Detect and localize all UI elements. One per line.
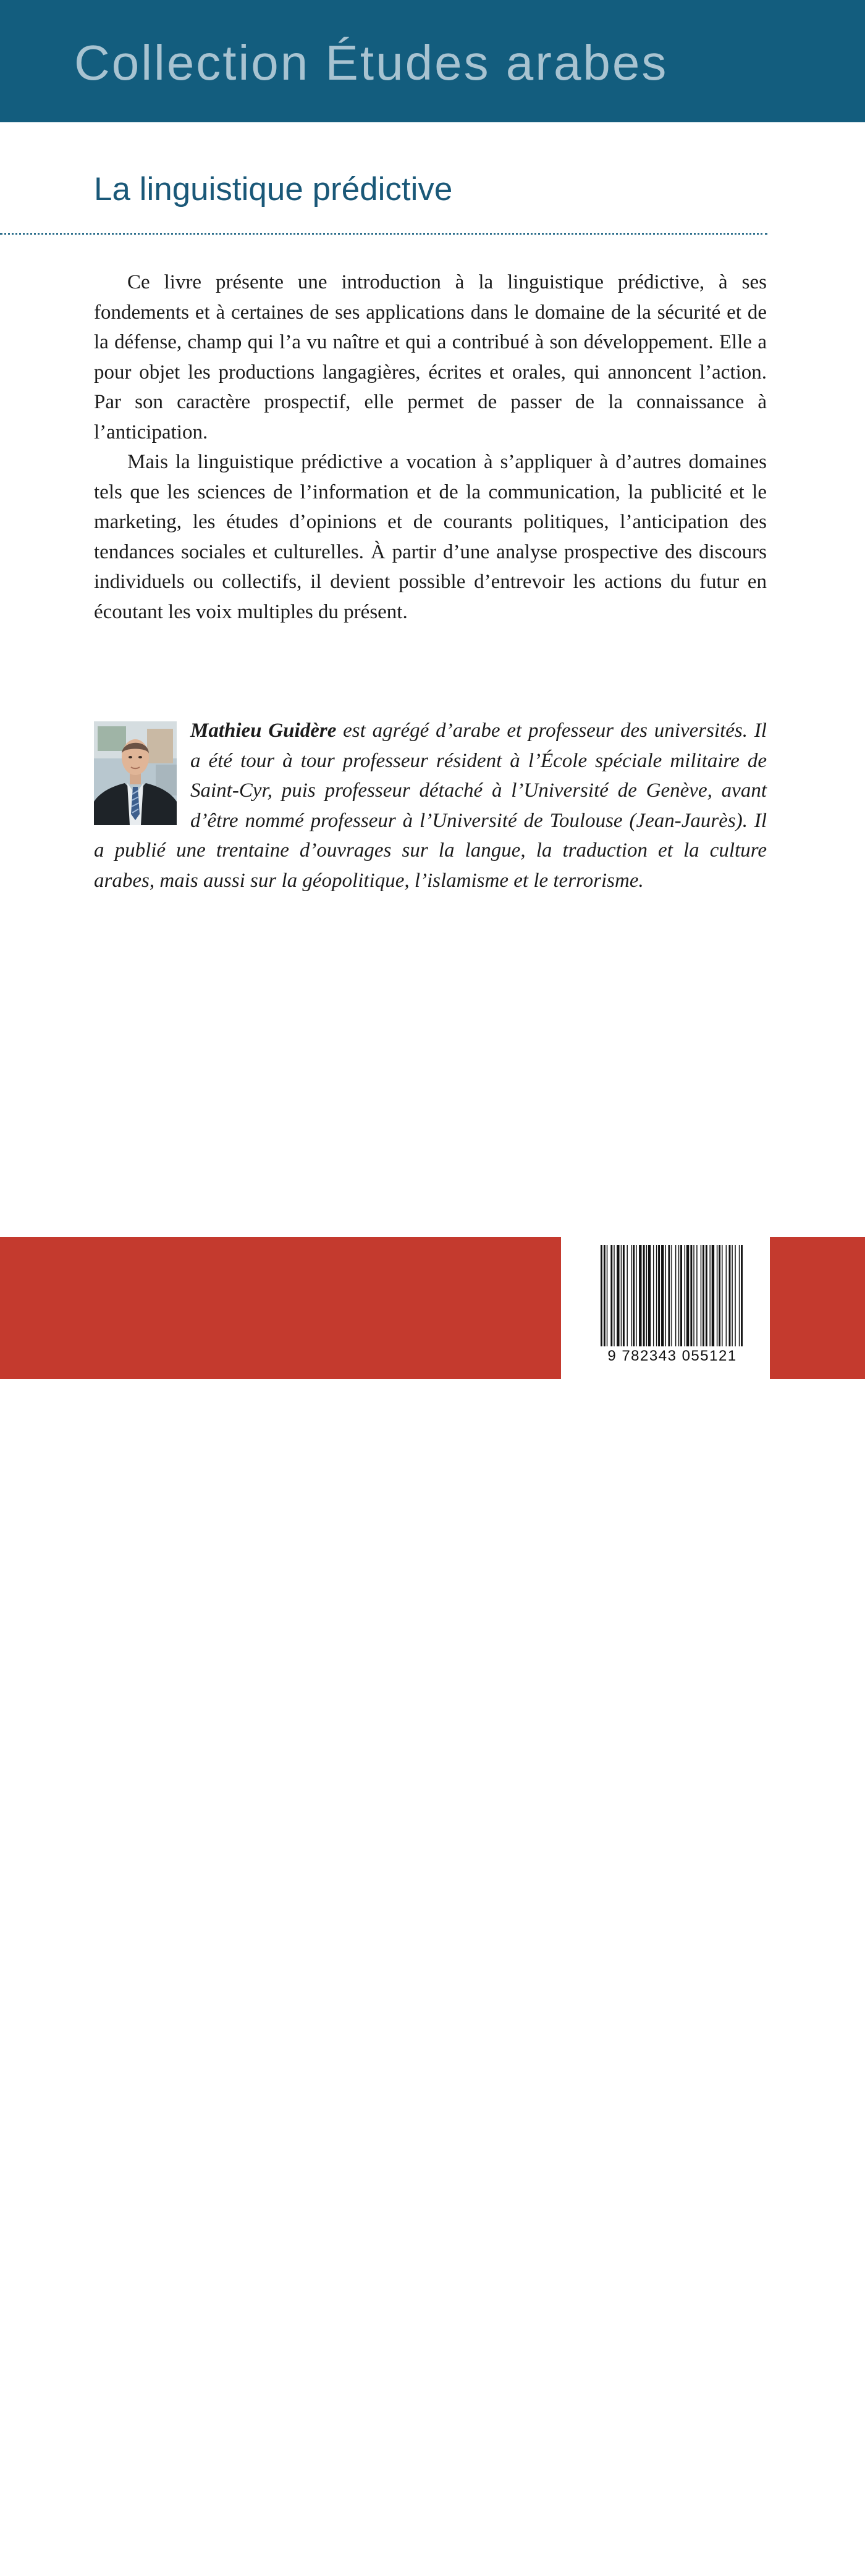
barcode-bar: [706, 1245, 707, 1346]
barcode-bar: [703, 1245, 704, 1346]
collection-title: Collection Études arabes: [74, 35, 669, 90]
barcode-bars: [601, 1245, 744, 1354]
barcode-bar: [604, 1245, 606, 1346]
barcode-bar: [633, 1245, 635, 1346]
barcode-bar: [678, 1245, 679, 1346]
book-summary: [94, 267, 767, 627]
author-bio-text: est agrégé d’arabe et professeur des universités. Il a été tour à tour professeur résident à l’École spéciale militaire de Saint-Cyr, puis professeur détaché à l’Université de Genève, avant d’être nommé professeur à l’Université de Toulouse (Jean-Jaurès). Il a publié une trentaine d’ouvrages sur la langue, la traduction et la culture arabes, mais aussi sur la géopolitique, l’islamisme et le terrorisme.: [94, 720, 767, 892]
summary-paragraph: Ce livre présente une introduction à la linguistique prédictive, à ses fondements et à certaines de ses applications dans le domaine de la sécurité et de la défense, champ qui l’a vu naître et qui a contribué à son développement. Elle a pour objet les productions langagières, écrites et orales, qui annoncent l’action. Par son caractère prospectif, elle permet de passer de la connaissance à l’anticipation.: [94, 271, 767, 443]
barcode-bar: [653, 1245, 654, 1346]
barcode-bar: [643, 1245, 645, 1346]
barcode-bar: [693, 1245, 694, 1346]
barcode-bar: [671, 1245, 672, 1346]
barcode: [561, 1237, 770, 1379]
barcode-bar: [661, 1245, 664, 1346]
barcode-bar: [658, 1245, 660, 1346]
barcode-bar: [696, 1245, 697, 1346]
barcode-bar: [726, 1245, 727, 1346]
barcode-bar: [675, 1245, 676, 1346]
summary-paragraph: Mais la linguistique prédictive a vocation à s’appliquer à d’autres domaines tels que les sciences de l’information et de la communication, la publicité et le marketing, les études d’opinions et de courants politiques, l’anticipation des tendances sociales et culturelles. À partir d’une analyse prospective des discours individuels ou collectifs, il devient possible d’entrevoir les actions du futur en écoutant les voix multiples du présent.: [94, 451, 767, 623]
barcode-bar: [728, 1245, 730, 1346]
author-name: Mathieu Guidère: [190, 720, 337, 742]
price-label: 24,50 €: [93, 2548, 161, 2574]
book-title: La linguistique prédictive: [94, 171, 453, 208]
dotted-divider: [0, 233, 767, 235]
barcode-bar: [719, 1245, 720, 1346]
barcode-bar: [668, 1245, 670, 1346]
barcode-bar: [623, 1245, 625, 1346]
barcode-bar: [617, 1245, 619, 1346]
barcode-bar: [709, 1245, 710, 1346]
barcode-bar: [639, 1245, 641, 1346]
barcode-bar: [741, 1245, 743, 1346]
collection-header-band: [0, 0, 865, 122]
barcode-bar: [686, 1245, 689, 1346]
barcode-bar: [680, 1245, 682, 1346]
barcode-bar: [610, 1245, 612, 1346]
barcode-bar: [621, 1245, 622, 1346]
barcode-bar: [712, 1245, 714, 1346]
barcode-bar: [646, 1245, 647, 1346]
barcode-bar: [656, 1245, 657, 1346]
barcode-bar: [739, 1245, 740, 1346]
author-photo: [94, 721, 177, 825]
barcode-bar: [601, 1245, 602, 1346]
isbn-label: ISBN : 978-2-343-05512-1: [94, 2519, 305, 2539]
barcode-bar: [665, 1245, 666, 1346]
barcode-digits: 9 782343 055121: [607, 1348, 737, 1364]
author-portrait-image: [94, 721, 177, 825]
barcode-bar: [690, 1245, 692, 1346]
author-bio: [94, 716, 767, 896]
barcode-bar: [648, 1245, 651, 1346]
